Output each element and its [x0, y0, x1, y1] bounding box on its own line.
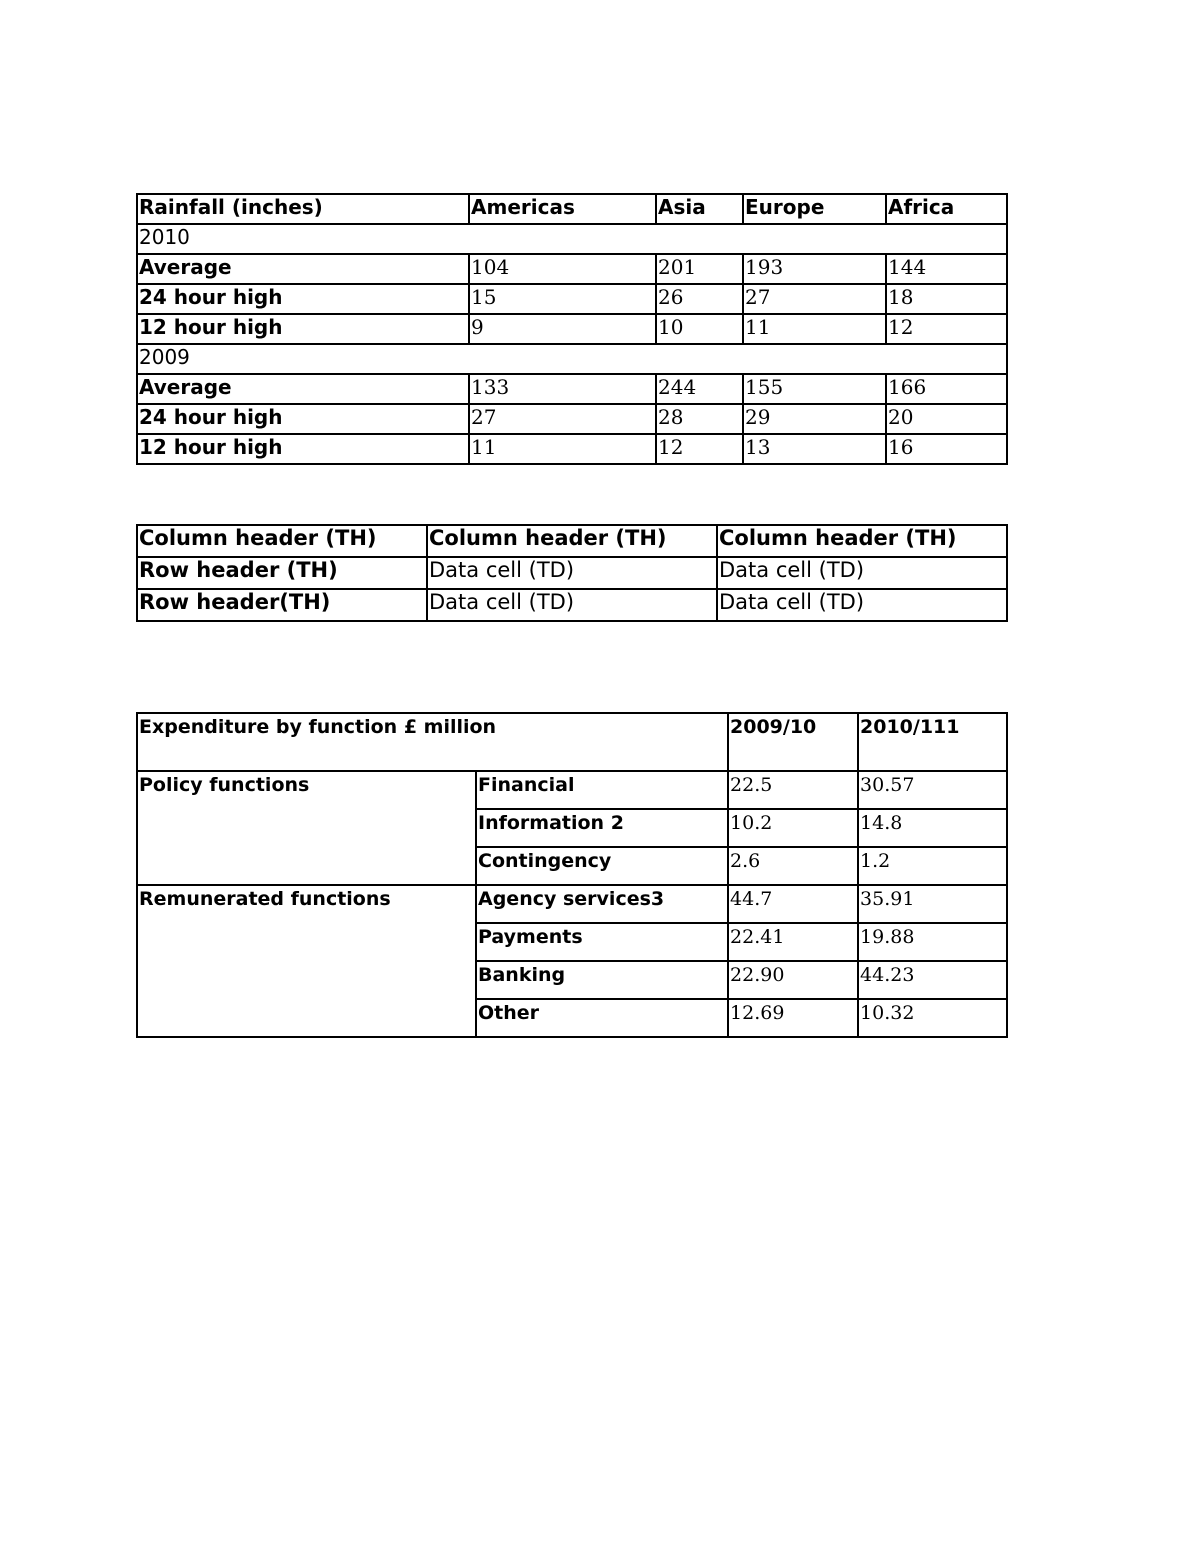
table-row: [137, 404, 1007, 434]
row-label: 12 hour high: [137, 434, 469, 464]
table-row: [137, 885, 1007, 923]
data-cell: 19.88: [858, 923, 1007, 961]
rainfall-year-row: [137, 344, 1007, 374]
table-row: [137, 374, 1007, 404]
data-cell: Data cell (TD): [427, 557, 717, 589]
table-row: [137, 771, 1007, 809]
data-cell: 15: [469, 284, 656, 314]
data-cell: Data cell (TD): [717, 557, 1007, 589]
data-cell: 44.7: [728, 885, 858, 923]
data-cell: 144: [886, 254, 1007, 284]
header-demo-table: [136, 524, 1008, 622]
expenditure-table: [136, 712, 1008, 1038]
data-cell: 133: [469, 374, 656, 404]
data-cell: 10.2: [728, 809, 858, 847]
table-row: [137, 557, 1007, 589]
rainfall-year-label: 2010: [137, 224, 1007, 254]
item-label: Financial: [476, 771, 728, 809]
column-header: Column header (TH): [717, 525, 1007, 557]
row-header: Row header(TH): [137, 589, 427, 621]
data-cell: 155: [743, 374, 886, 404]
table-row: [137, 589, 1007, 621]
data-cell: 13: [743, 434, 886, 464]
column-header: Column header (TH): [427, 525, 717, 557]
item-label: Banking: [476, 961, 728, 999]
data-cell: 2.6: [728, 847, 858, 885]
rainfall-header-africa: Africa: [886, 194, 1007, 224]
row-label: Average: [137, 374, 469, 404]
data-cell: 201: [656, 254, 743, 284]
data-cell: 12: [886, 314, 1007, 344]
data-cell: Data cell (TD): [717, 589, 1007, 621]
rainfall-header-europe: Europe: [743, 194, 886, 224]
expenditure-header-row: [137, 713, 1007, 771]
rainfall-header-asia: Asia: [656, 194, 743, 224]
data-cell: 35.91: [858, 885, 1007, 923]
data-cell: 29: [743, 404, 886, 434]
table-row: [137, 434, 1007, 464]
data-cell: 22.41: [728, 923, 858, 961]
table-row: [137, 284, 1007, 314]
data-cell: 9: [469, 314, 656, 344]
rainfall-year-row: [137, 224, 1007, 254]
data-cell: 22.5: [728, 771, 858, 809]
data-cell: 26: [656, 284, 743, 314]
row-label: Average: [137, 254, 469, 284]
data-cell: 30.57: [858, 771, 1007, 809]
header-demo-header-row: [137, 525, 1007, 557]
item-label: Information 2: [476, 809, 728, 847]
data-cell: 11: [469, 434, 656, 464]
data-cell: 193: [743, 254, 886, 284]
data-cell: 27: [743, 284, 886, 314]
group-label: Remunerated functions: [137, 885, 476, 1037]
rainfall-header-americas: Americas: [469, 194, 656, 224]
year-header: 2009/10: [728, 713, 858, 771]
data-cell: 44.23: [858, 961, 1007, 999]
item-label: Other: [476, 999, 728, 1037]
data-cell: 14.8: [858, 809, 1007, 847]
data-cell: 18: [886, 284, 1007, 314]
data-cell: 27: [469, 404, 656, 434]
data-cell: 28: [656, 404, 743, 434]
row-label: 24 hour high: [137, 404, 469, 434]
row-label: 12 hour high: [137, 314, 469, 344]
data-cell: 12: [656, 434, 743, 464]
column-header: Column header (TH): [137, 525, 427, 557]
data-cell: 12.69: [728, 999, 858, 1037]
rainfall-header-label: Rainfall (inches): [137, 194, 469, 224]
data-cell: 166: [886, 374, 1007, 404]
data-cell: 1.2: [858, 847, 1007, 885]
data-cell: 10.32: [858, 999, 1007, 1037]
data-cell: 10: [656, 314, 743, 344]
data-cell: 16: [886, 434, 1007, 464]
rainfall-table: [136, 193, 1008, 465]
table-row: [137, 254, 1007, 284]
data-cell: 11: [743, 314, 886, 344]
data-cell: 244: [656, 374, 743, 404]
table-row: [137, 314, 1007, 344]
row-label: 24 hour high: [137, 284, 469, 314]
rainfall-header-row: [137, 194, 1007, 224]
item-label: Agency services3: [476, 885, 728, 923]
item-label: Payments: [476, 923, 728, 961]
rainfall-year-label: 2009: [137, 344, 1007, 374]
data-cell: 20: [886, 404, 1007, 434]
row-header: Row header (TH): [137, 557, 427, 589]
expenditure-title: Expenditure by function £ million: [137, 713, 728, 771]
data-cell: Data cell (TD): [427, 589, 717, 621]
group-label: Policy functions: [137, 771, 476, 885]
data-cell: 22.90: [728, 961, 858, 999]
item-label: Contingency: [476, 847, 728, 885]
data-cell: 104: [469, 254, 656, 284]
year-header: 2010/111: [858, 713, 1007, 771]
